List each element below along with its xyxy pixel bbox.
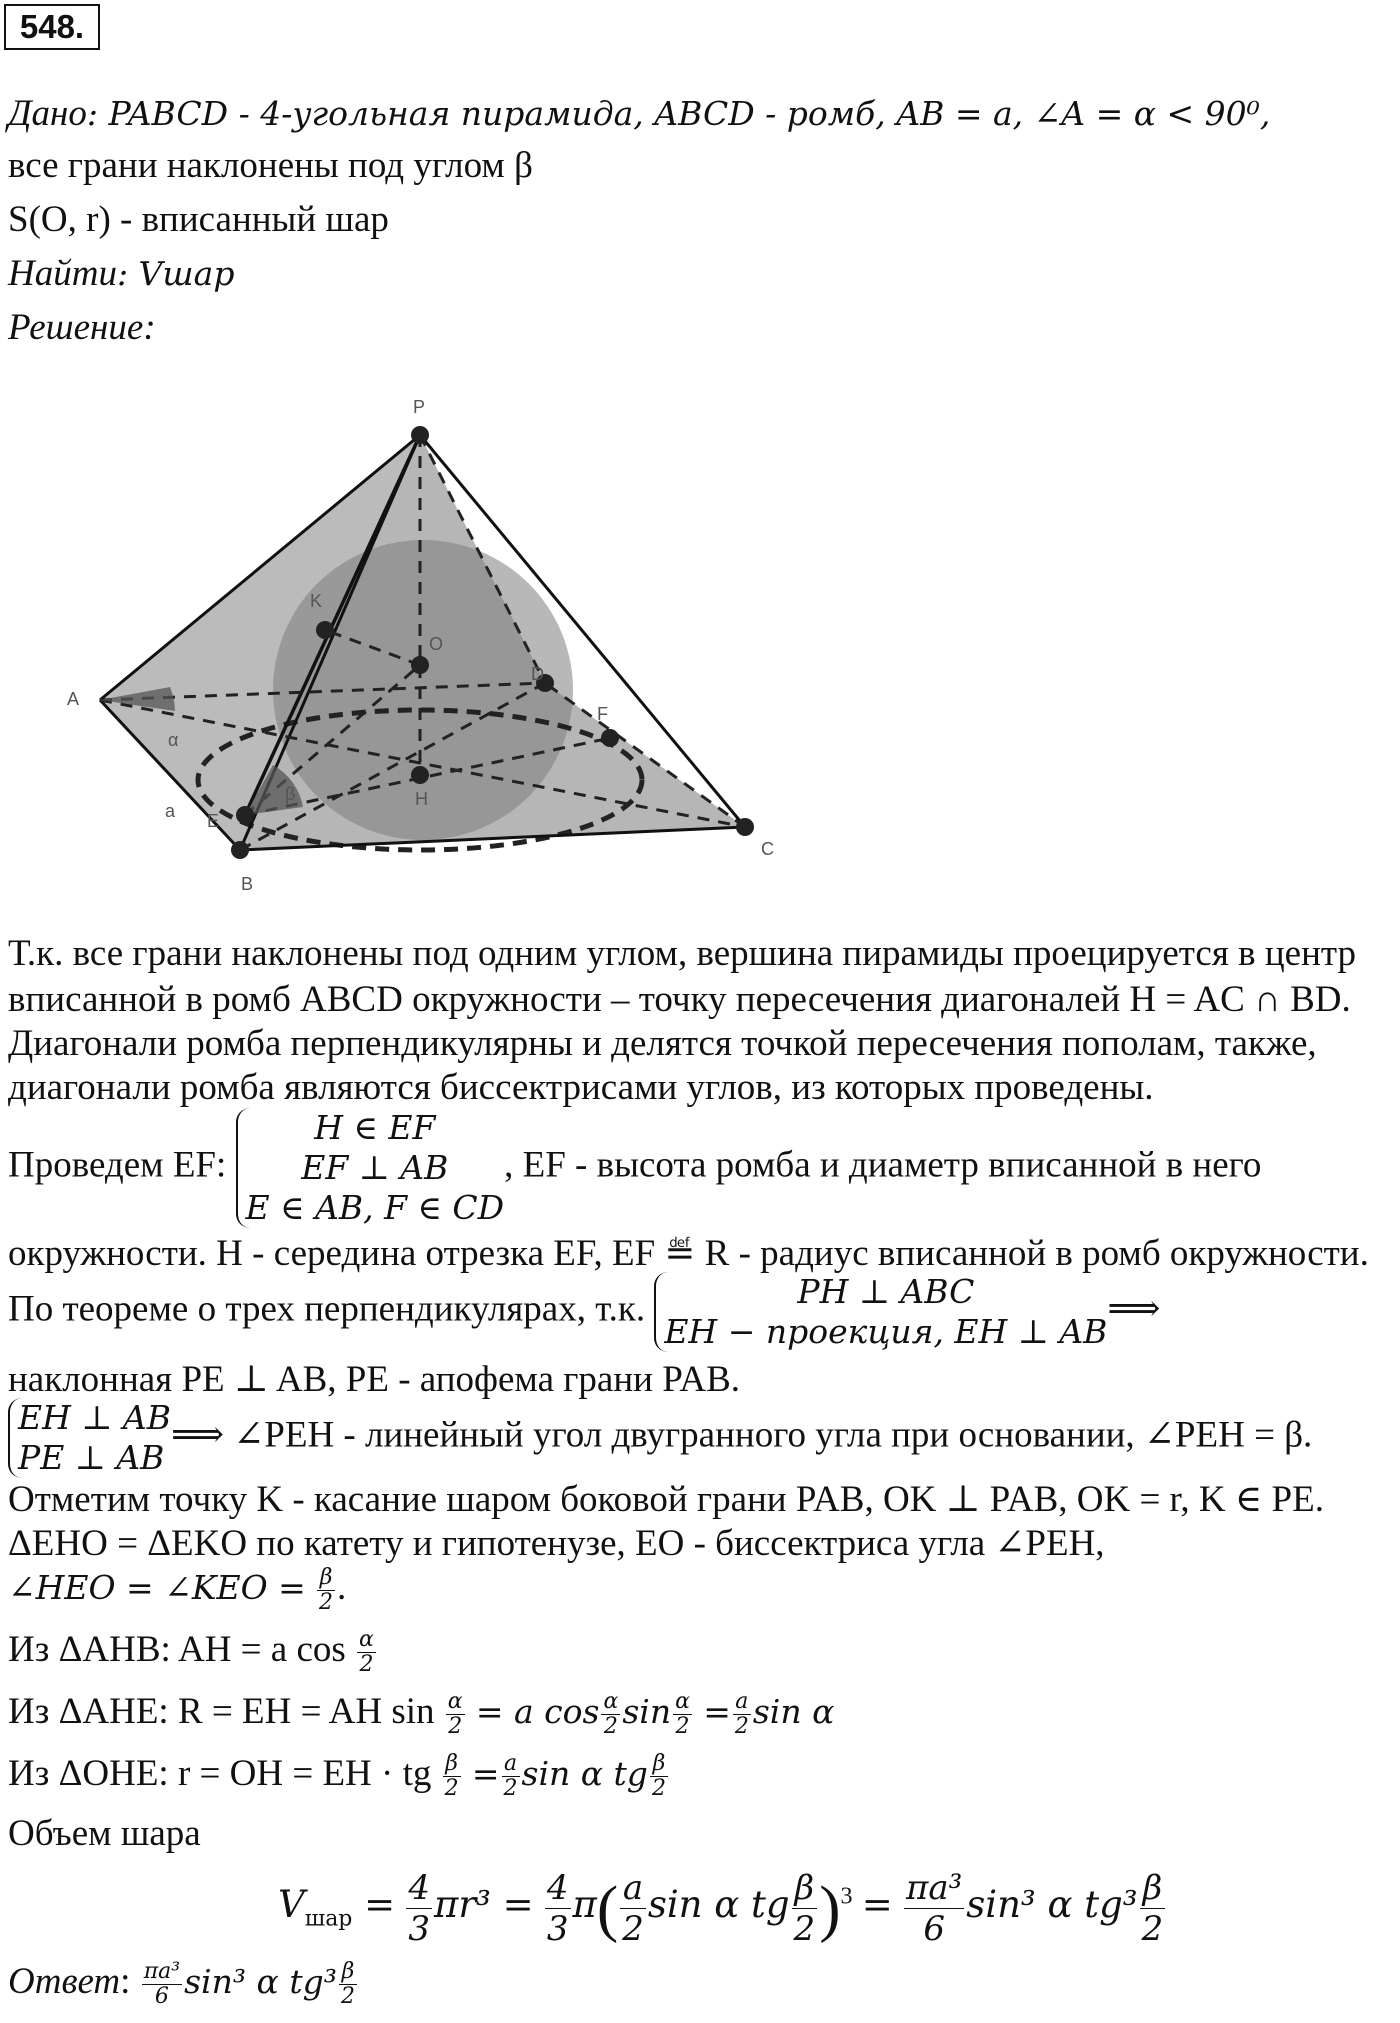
p7-tail: ⟹ ∠PEH - линейный угол двугранного угла при основании, ∠PEH = β. bbox=[170, 1414, 1313, 1456]
sys2-row: PH ⊥ ABC bbox=[797, 1272, 975, 1311]
text-p7 bbox=[8, 1398, 1312, 1478]
from-ahe: Из ΔAHE: R = EH = AH sin $\frac{\alpha}{2}$ = a cos $\frac{\alpha}{2}$ sin $\frac{\alpha}{2}$ = $\frac{a}{2}$ sin α bbox=[8, 1689, 835, 1740]
volume-formula: $V_{шар}$ = $\frac{4}{3}$ πr³ = $\frac{4}{3}$ π( $\frac{a}{2}$ sin α tg $\frac{\beta}{2}$ )$^3$ = $\frac{\text{πa³}}{6}$ sin³ α tg³ $\frac{\beta}{2}$ bbox=[278, 1868, 1164, 1949]
fraction-alpha-half: $\frac{\alpha}{2}$ bbox=[675, 1689, 690, 1740]
label-alpha: α bbox=[168, 730, 179, 750]
fraction-four-thirds: $\frac{4}{3}$ bbox=[408, 1868, 431, 1949]
fraction-pi-a3-6: $\frac{\text{πa³}}{6}$ bbox=[143, 1959, 181, 2010]
label-e: E bbox=[207, 811, 220, 831]
fraction-pi-a3-6: $\frac{\text{πa³}}{6}$ bbox=[906, 1868, 963, 1949]
given-text: : PABCD - 4-угольная пирамида, ABCD - ромб, AB = a, ∠A = α < 90⁰, bbox=[86, 94, 1271, 133]
ahb-text: Из ΔAHB: AH = a cos bbox=[8, 1629, 346, 1670]
sys3-row: EH ⊥ AB bbox=[18, 1398, 171, 1437]
from-ohe: Из ΔOHE: r = OH = EH · tg $\frac{\beta}{2}$ = $\frac{a}{2}$ sin α tg $\frac{\beta}{2}$ bbox=[8, 1751, 666, 1802]
problem-number: 548. bbox=[4, 4, 100, 50]
fraction-beta-half: $\frac{\beta}{2}$ bbox=[793, 1868, 816, 1949]
fraction-four-thirds: $\frac{4}{3}$ bbox=[546, 1868, 569, 1949]
point-c bbox=[736, 818, 754, 836]
answer-label: Ответ bbox=[8, 1961, 121, 2002]
given-label: Дано bbox=[8, 93, 87, 134]
system-ef bbox=[236, 1108, 505, 1228]
text-p10: ∠HEO = ∠KEO = $\frac{\beta}{2}$ . bbox=[8, 1565, 347, 1616]
find-line bbox=[8, 252, 234, 296]
ttp-label: По теореме о трех перпендикулярах, т.к. bbox=[8, 1288, 646, 1330]
text-p9: ΔEHO = ΔEKO по катету и гипотенузе, EO - биссектриса угла ∠PEH, bbox=[8, 1523, 1105, 1564]
point-f bbox=[601, 729, 619, 747]
draw-label: Проведем EF: bbox=[8, 1144, 227, 1186]
find-label: Найти bbox=[8, 253, 117, 294]
draw-ef-line bbox=[8, 1108, 1261, 1228]
fraction-beta-half: $\frac{\beta}{2}$ bbox=[651, 1751, 666, 1802]
sys1-row: E ∈ AB, F ∈ CD bbox=[245, 1188, 505, 1227]
text-p5: окружности. H - середина отрезка EF, EF ≝ R - радиус вписанной в ромб окружности. bbox=[8, 1233, 1369, 1274]
ttp-line bbox=[8, 1272, 1160, 1352]
point-e bbox=[236, 806, 254, 824]
label-k: K bbox=[310, 591, 323, 611]
fraction-beta-half: $\frac{\beta}{2}$ bbox=[1141, 1868, 1164, 1949]
label-c: C bbox=[761, 839, 774, 859]
label-d: D bbox=[531, 664, 544, 684]
solution-label: Решение: bbox=[8, 307, 156, 348]
label-p: P bbox=[413, 397, 426, 417]
label-beta: β bbox=[285, 784, 296, 804]
find-value: : Vшар bbox=[116, 254, 235, 293]
sys1-row: EF ⊥ AB bbox=[301, 1148, 449, 1187]
label-h: H bbox=[415, 789, 428, 809]
point-k bbox=[316, 621, 334, 639]
fraction-beta-half: $\frac{\beta}{2}$ bbox=[444, 1751, 459, 1802]
sys2-row: EH − проекция, EH ⊥ AB bbox=[664, 1312, 1108, 1351]
text-p3: Диагонали ромба перпендикулярны и делятся точкой пересечения пополам, также, bbox=[8, 1023, 1317, 1064]
fraction-a-half: $\frac{a}{2}$ bbox=[734, 1689, 749, 1740]
sys1-row: H ∈ EF bbox=[314, 1108, 436, 1147]
text-p4: диагонали ромба являются биссектрисами углов, из которых проведены. bbox=[8, 1067, 1154, 1108]
fraction-alpha-half: $\frac{\alpha}{2}$ bbox=[359, 1627, 374, 1678]
given-line-3: S(O, r) - вписанный шар bbox=[8, 199, 389, 240]
system-peh bbox=[8, 1398, 171, 1478]
label-a: A bbox=[67, 689, 80, 709]
text-p2: вписанной в ромб ABCD окружности – точку пересечения диагоналей H = AC ∩ BD. bbox=[8, 979, 1351, 1020]
text-p6: наклонная PE ⊥ AB, PE - апофема грани PAB. bbox=[8, 1359, 741, 1400]
system-ttp bbox=[654, 1272, 1107, 1352]
text-p1: Т.к. все грани наклонены под одним углом, вершина пирамиды проецируется в центр bbox=[8, 933, 1356, 974]
from-ahb bbox=[8, 1628, 378, 1677]
sys3-row: PE ⊥ AB bbox=[18, 1438, 165, 1477]
fraction-alpha-half: $\frac{\alpha}{2}$ bbox=[603, 1689, 619, 1740]
point-h bbox=[411, 766, 429, 784]
ohe-text: Из ΔOHE: r = OH = EH · tg bbox=[8, 1753, 432, 1794]
point-b bbox=[231, 841, 249, 859]
fraction-a-half: $\frac{a}{2}$ bbox=[503, 1751, 518, 1802]
label-o: O bbox=[429, 634, 444, 654]
label-a-side: a bbox=[165, 801, 176, 821]
given-line bbox=[8, 92, 1270, 136]
implies-arrow: ⟹ bbox=[1107, 1288, 1161, 1330]
point-p bbox=[411, 426, 429, 444]
pyramid-figure bbox=[55, 395, 805, 915]
ahe-text: Из ΔAHE: R = EH = AH sin bbox=[8, 1691, 435, 1732]
fraction-beta-half: $\frac{\beta}{2}$ bbox=[340, 1959, 355, 2010]
answer-line: Ответ: $\frac{\text{πa³}}{6}$ sin³ α tg³ $\frac{\beta}{2}$ bbox=[8, 1959, 355, 2010]
volume-label: Объем шара bbox=[8, 1813, 201, 1854]
label-b: B bbox=[241, 874, 254, 894]
fraction-alpha-half: $\frac{\alpha}{2}$ bbox=[447, 1689, 463, 1740]
point-o bbox=[411, 656, 429, 674]
text-p8: Отметим точку K - касание шаром боковой грани PAB, OK ⊥ PAB, OK = r, K ∈ PE. bbox=[8, 1479, 1324, 1520]
given-line-2: все грани наклонены под углом β bbox=[8, 145, 533, 186]
fraction-a-half: $\frac{a}{2}$ bbox=[622, 1868, 644, 1949]
draw-tail: , EF - высота ромба и диаметр вписанной в него bbox=[504, 1144, 1262, 1186]
label-f: F bbox=[597, 704, 608, 724]
fraction-beta-half: $\frac{\beta}{2}$ bbox=[319, 1565, 334, 1616]
p10-text: ∠HEO = ∠KEO = bbox=[8, 1568, 306, 1607]
